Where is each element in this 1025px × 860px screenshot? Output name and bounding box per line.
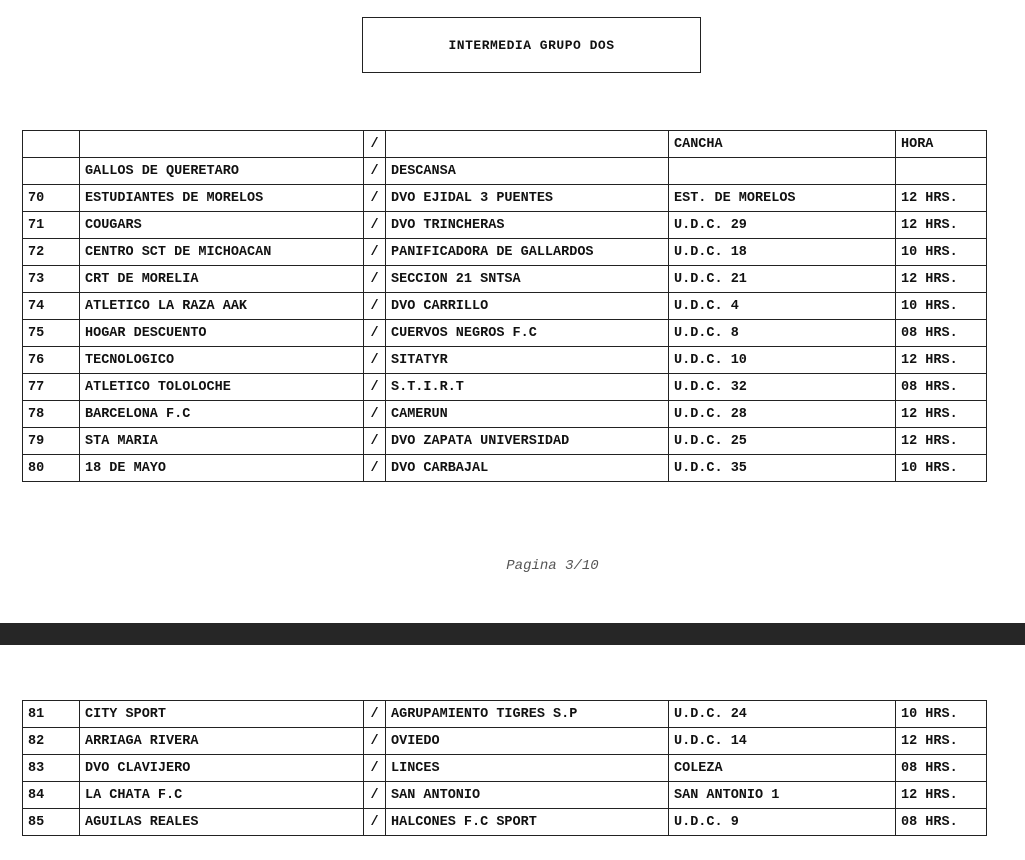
match-number-cell: 71 [23,212,80,239]
cancha-cell: EST. DE MORELOS [669,185,896,212]
cancha-cell: U.D.C. 29 [669,212,896,239]
away-team-cell: PANIFICADORA DE GALLARDOS [386,239,669,266]
table-row [23,239,987,266]
home-team-cell: COUGARS [80,212,364,239]
cancha-cell: U.D.C. 35 [669,455,896,482]
away-team-cell: DVO CARRILLO [386,293,669,320]
separator-cell: / [364,239,386,266]
match-number-cell: 80 [23,455,80,482]
cancha-cell: U.D.C. 25 [669,428,896,455]
away-team-cell: DVO EJIDAL 3 PUENTES [386,185,669,212]
header-away-cell [386,131,669,158]
hora-cell: 10 HRS. [896,701,987,728]
home-team-cell: 18 DE MAYO [80,455,364,482]
hora-cell: 12 HRS. [896,782,987,809]
hora-cell: 10 HRS. [896,455,987,482]
match-number-cell: 75 [23,320,80,347]
separator-cell: / [364,185,386,212]
home-team-cell: CENTRO SCT DE MICHOACAN [80,239,364,266]
hora-cell: 12 HRS. [896,428,987,455]
match-number-cell: 81 [23,701,80,728]
match-number-cell: 70 [23,185,80,212]
table-row [23,158,987,185]
home-team-cell: STA MARIA [80,428,364,455]
hora-cell: 08 HRS. [896,809,987,836]
table-row [23,782,987,809]
header-cancha-cell: CANCHA [669,131,896,158]
cancha-cell: U.D.C. 24 [669,701,896,728]
hora-cell: 10 HRS. [896,239,987,266]
away-team-cell: DVO ZAPATA UNIVERSIDAD [386,428,669,455]
separator-cell: / [364,347,386,374]
match-number-cell: 83 [23,755,80,782]
cancha-cell: U.D.C. 14 [669,728,896,755]
page-number: Pagina 3/10 [506,558,599,574]
match-number-cell: 82 [23,728,80,755]
match-number-cell: 79 [23,428,80,455]
table-row [23,347,987,374]
hora-cell: 08 HRS. [896,374,987,401]
separator-cell: / [364,401,386,428]
table-row [23,293,987,320]
separator-cell: / [364,755,386,782]
match-number-cell: 76 [23,347,80,374]
hora-cell: 08 HRS. [896,320,987,347]
table-header-row [23,131,987,158]
hora-cell: 08 HRS. [896,755,987,782]
home-team-cell: ESTUDIANTES DE MORELOS [80,185,364,212]
home-team-cell: ARRIAGA RIVERA [80,728,364,755]
hora-cell: 12 HRS. [896,212,987,239]
fixtures-table-top [22,130,987,482]
away-team-cell: DVO TRINCHERAS [386,212,669,239]
home-team-cell: CRT DE MORELIA [80,266,364,293]
fixtures-table-bottom-body [23,701,987,836]
table-row [23,809,987,836]
separator-cell: / [364,158,386,185]
away-team-cell: LINCES [386,755,669,782]
separator-cell: / [364,374,386,401]
match-number-cell: 73 [23,266,80,293]
hora-cell: 10 HRS. [896,293,987,320]
away-team-cell: S.T.I.R.T [386,374,669,401]
home-team-cell: TECNOLOGICO [80,347,364,374]
separator-cell: / [364,701,386,728]
header-home-cell [80,131,364,158]
hora-cell: 12 HRS. [896,266,987,293]
cancha-cell: U.D.C. 9 [669,809,896,836]
hora-cell: 12 HRS. [896,728,987,755]
away-team-cell: SITATYR [386,347,669,374]
home-team-cell: AGUILAS REALES [80,809,364,836]
cancha-cell: U.D.C. 18 [669,239,896,266]
home-team-cell: ATLETICO LA RAZA AAK [80,293,364,320]
separator-cell: / [364,728,386,755]
separator-cell: / [364,782,386,809]
home-team-cell: LA CHATA F.C [80,782,364,809]
hora-cell: 12 HRS. [896,401,987,428]
cancha-cell: U.D.C. 32 [669,374,896,401]
page-title-box [362,17,701,73]
away-team-cell: SECCION 21 SNTSA [386,266,669,293]
away-team-cell: AGRUPAMIENTO TIGRES S.P [386,701,669,728]
match-number-cell: 85 [23,809,80,836]
away-team-cell: HALCONES F.C SPORT [386,809,669,836]
table-row [23,266,987,293]
fixtures-table-top-body [23,131,987,482]
header-num-cell [23,131,80,158]
cancha-cell: U.D.C. 21 [669,266,896,293]
table-row [23,401,987,428]
separator-cell: / [364,293,386,320]
page-title: INTERMEDIA GRUPO DOS [448,37,615,53]
table-row [23,428,987,455]
home-team-cell: DVO CLAVIJERO [80,755,364,782]
cancha-cell: U.D.C. 28 [669,401,896,428]
home-team-cell: ATLETICO TOLOLOCHE [80,374,364,401]
cancha-cell: U.D.C. 10 [669,347,896,374]
separator-cell: / [364,212,386,239]
home-team-cell: CITY SPORT [80,701,364,728]
table-row [23,185,987,212]
table-row [23,701,987,728]
table-row [23,374,987,401]
match-number-cell [23,158,80,185]
separator-cell: / [364,320,386,347]
separator-cell: / [364,266,386,293]
cancha-cell: U.D.C. 4 [669,293,896,320]
home-team-cell: GALLOS DE QUERETARO [80,158,364,185]
match-number-cell: 78 [23,401,80,428]
fixtures-table-bottom [22,700,987,836]
match-number-cell: 84 [23,782,80,809]
cancha-cell: U.D.C. 8 [669,320,896,347]
hora-cell [896,158,987,185]
away-team-cell: DESCANSA [386,158,669,185]
hora-cell: 12 HRS. [896,347,987,374]
table-row [23,212,987,239]
home-team-cell: BARCELONA F.C [80,401,364,428]
separator-cell: / [364,809,386,836]
table-row [23,320,987,347]
table-row [23,755,987,782]
away-team-cell: CAMERUN [386,401,669,428]
separator-cell: / [364,455,386,482]
header-separator-cell: / [364,131,386,158]
match-number-cell: 77 [23,374,80,401]
home-team-cell: HOGAR DESCUENTO [80,320,364,347]
page-divider [0,623,1025,645]
header-hora-cell: HORA [896,131,987,158]
away-team-cell: DVO CARBAJAL [386,455,669,482]
away-team-cell: OVIEDO [386,728,669,755]
cancha-cell: COLEZA [669,755,896,782]
table-row [23,455,987,482]
match-number-cell: 72 [23,239,80,266]
separator-cell: / [364,428,386,455]
hora-cell: 12 HRS. [896,185,987,212]
match-number-cell: 74 [23,293,80,320]
table-row [23,728,987,755]
cancha-cell [669,158,896,185]
away-team-cell: SAN ANTONIO [386,782,669,809]
away-team-cell: CUERVOS NEGROS F.C [386,320,669,347]
cancha-cell: SAN ANTONIO 1 [669,782,896,809]
